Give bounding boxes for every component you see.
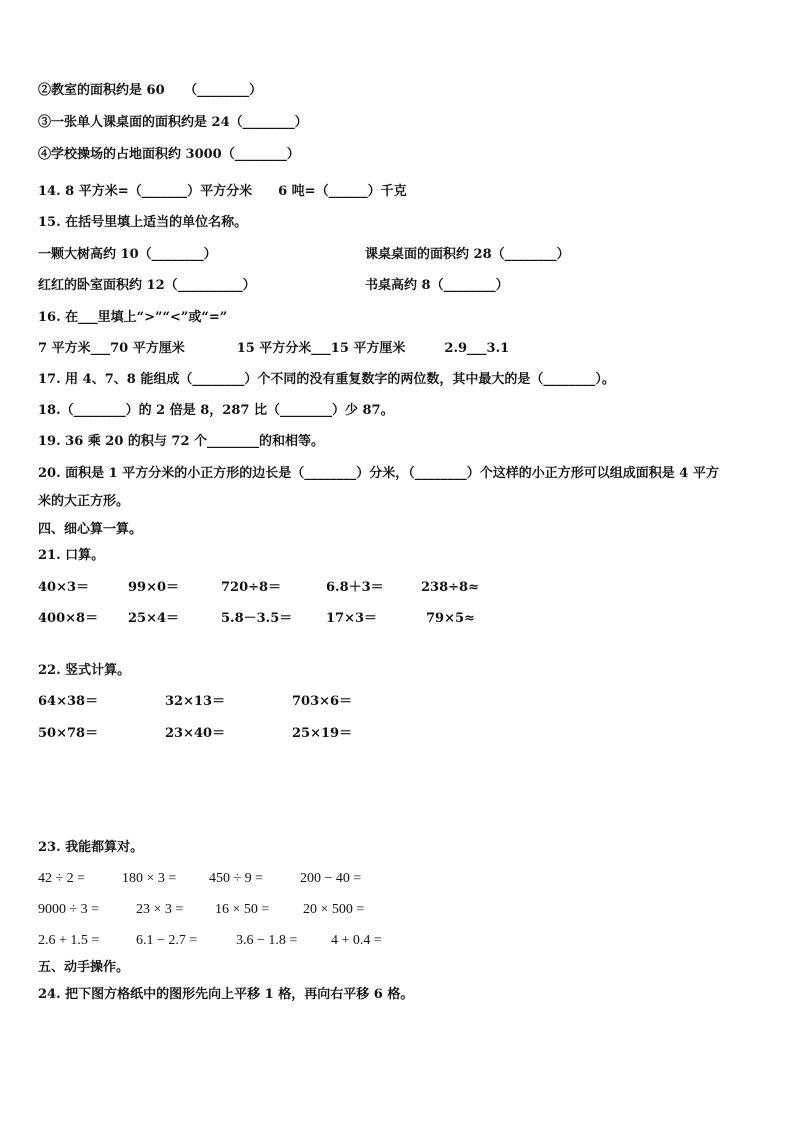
q23-cell: 42 ÷ 2 = bbox=[38, 871, 86, 886]
q21-heading: 21. 口算。 bbox=[38, 548, 105, 563]
q23-cell: 20 × 500 = bbox=[303, 902, 365, 917]
q23-cell: 16 × 50 = bbox=[215, 902, 270, 917]
q22-cell: 32×13＝ bbox=[165, 694, 226, 709]
q21-cell: 720÷8＝ bbox=[221, 580, 282, 595]
q23-cell: 2.6 + 1.5 = bbox=[38, 933, 100, 948]
q20-line1: 20. 面积是 1 平方分米的小正方形的边长是（________）分米，（________）个这样的小正方形可以组成面积是 4 平方 bbox=[38, 466, 719, 481]
q22-heading: 22. 竖式计算。 bbox=[38, 663, 131, 678]
q15-item: 一颗大树高约 10（________） bbox=[38, 247, 217, 262]
q22-cell: 50×78＝ bbox=[38, 726, 99, 741]
q24: 24. 把下图方格纸中的图形先向上平移 1 格，再向右平移 6 格。 bbox=[38, 987, 414, 1002]
q23-cell: 3.6 − 1.8 = bbox=[236, 933, 298, 948]
q23-cell: 450 ÷ 9 = bbox=[209, 871, 264, 886]
q19: 19. 36 乘 20 的积与 72 个________的和相等。 bbox=[38, 434, 325, 449]
section-4-title: 四、细心算一算。 bbox=[38, 522, 143, 537]
q15-heading: 15. 在括号里填上适当的单位名称。 bbox=[38, 215, 248, 230]
q21-cell: 99×0＝ bbox=[128, 580, 180, 595]
q16-heading: 16. 在___里填上“>”“<”或“=” bbox=[38, 310, 228, 325]
q15-item: 书桌高约 8（________） bbox=[365, 278, 509, 293]
q17: 17. 用 4、7、8 能组成（________）个不同的没有重复数字的两位数，其中最大的是（________）。 bbox=[38, 372, 615, 387]
q21-cell: 79×5≈ bbox=[426, 611, 475, 626]
q21-cell: 25×4＝ bbox=[128, 611, 180, 626]
q21-cell: 5.8－3.5＝ bbox=[221, 611, 293, 626]
q22-cell: 23×40＝ bbox=[165, 726, 226, 741]
q23-cell: 6.1 − 2.7 = bbox=[136, 933, 198, 948]
q21-cell: 17×3＝ bbox=[326, 611, 378, 626]
q22-cell: 25×19＝ bbox=[292, 726, 353, 741]
section-5-title: 五、动手操作。 bbox=[38, 960, 130, 975]
q23-heading: 23. 我能都算对。 bbox=[38, 840, 144, 855]
q13-item-3: ③一张单人课桌面的面积约是 24（________） bbox=[38, 115, 308, 130]
q21-cell: 238÷8≈ bbox=[421, 580, 479, 595]
q13-item-2: ②教室的面积约是 60 （________） bbox=[38, 83, 263, 98]
q23-cell: 23 × 3 = bbox=[136, 902, 184, 917]
q20-line2: 米的大正方形。 bbox=[38, 494, 130, 509]
q23-cell: 180 × 3 = bbox=[122, 871, 177, 886]
q15-item: 红红的卧室面积约 12（__________） bbox=[38, 278, 256, 293]
q23-cell: 200 − 40 = bbox=[300, 871, 362, 886]
q23-cell: 9000 ÷ 3 = bbox=[38, 902, 100, 917]
q13-item-4: ④学校操场的占地面积约 3000（________） bbox=[38, 147, 300, 162]
q18: 18.（________）的 2 倍是 8，287 比（________）少 87。 bbox=[38, 403, 394, 418]
q21-cell: 40×3＝ bbox=[38, 580, 90, 595]
q22-cell: 703×6＝ bbox=[292, 694, 353, 709]
q16-items: 7 平方米___70 平方厘米 15 平方分米___15 平方厘米 2.9___3.1 bbox=[38, 341, 510, 356]
q23-cell: 4 + 0.4 = bbox=[331, 933, 382, 948]
q21-cell: 400×8＝ bbox=[38, 611, 99, 626]
q22-cell: 64×38＝ bbox=[38, 694, 99, 709]
q15-item: 课桌桌面的面积约 28（________） bbox=[365, 247, 570, 262]
q14: 14. 8 平方米=（_______）平方分米 6 吨=（______）千克 bbox=[38, 184, 407, 199]
q21-cell: 6.8＋3＝ bbox=[326, 580, 384, 595]
